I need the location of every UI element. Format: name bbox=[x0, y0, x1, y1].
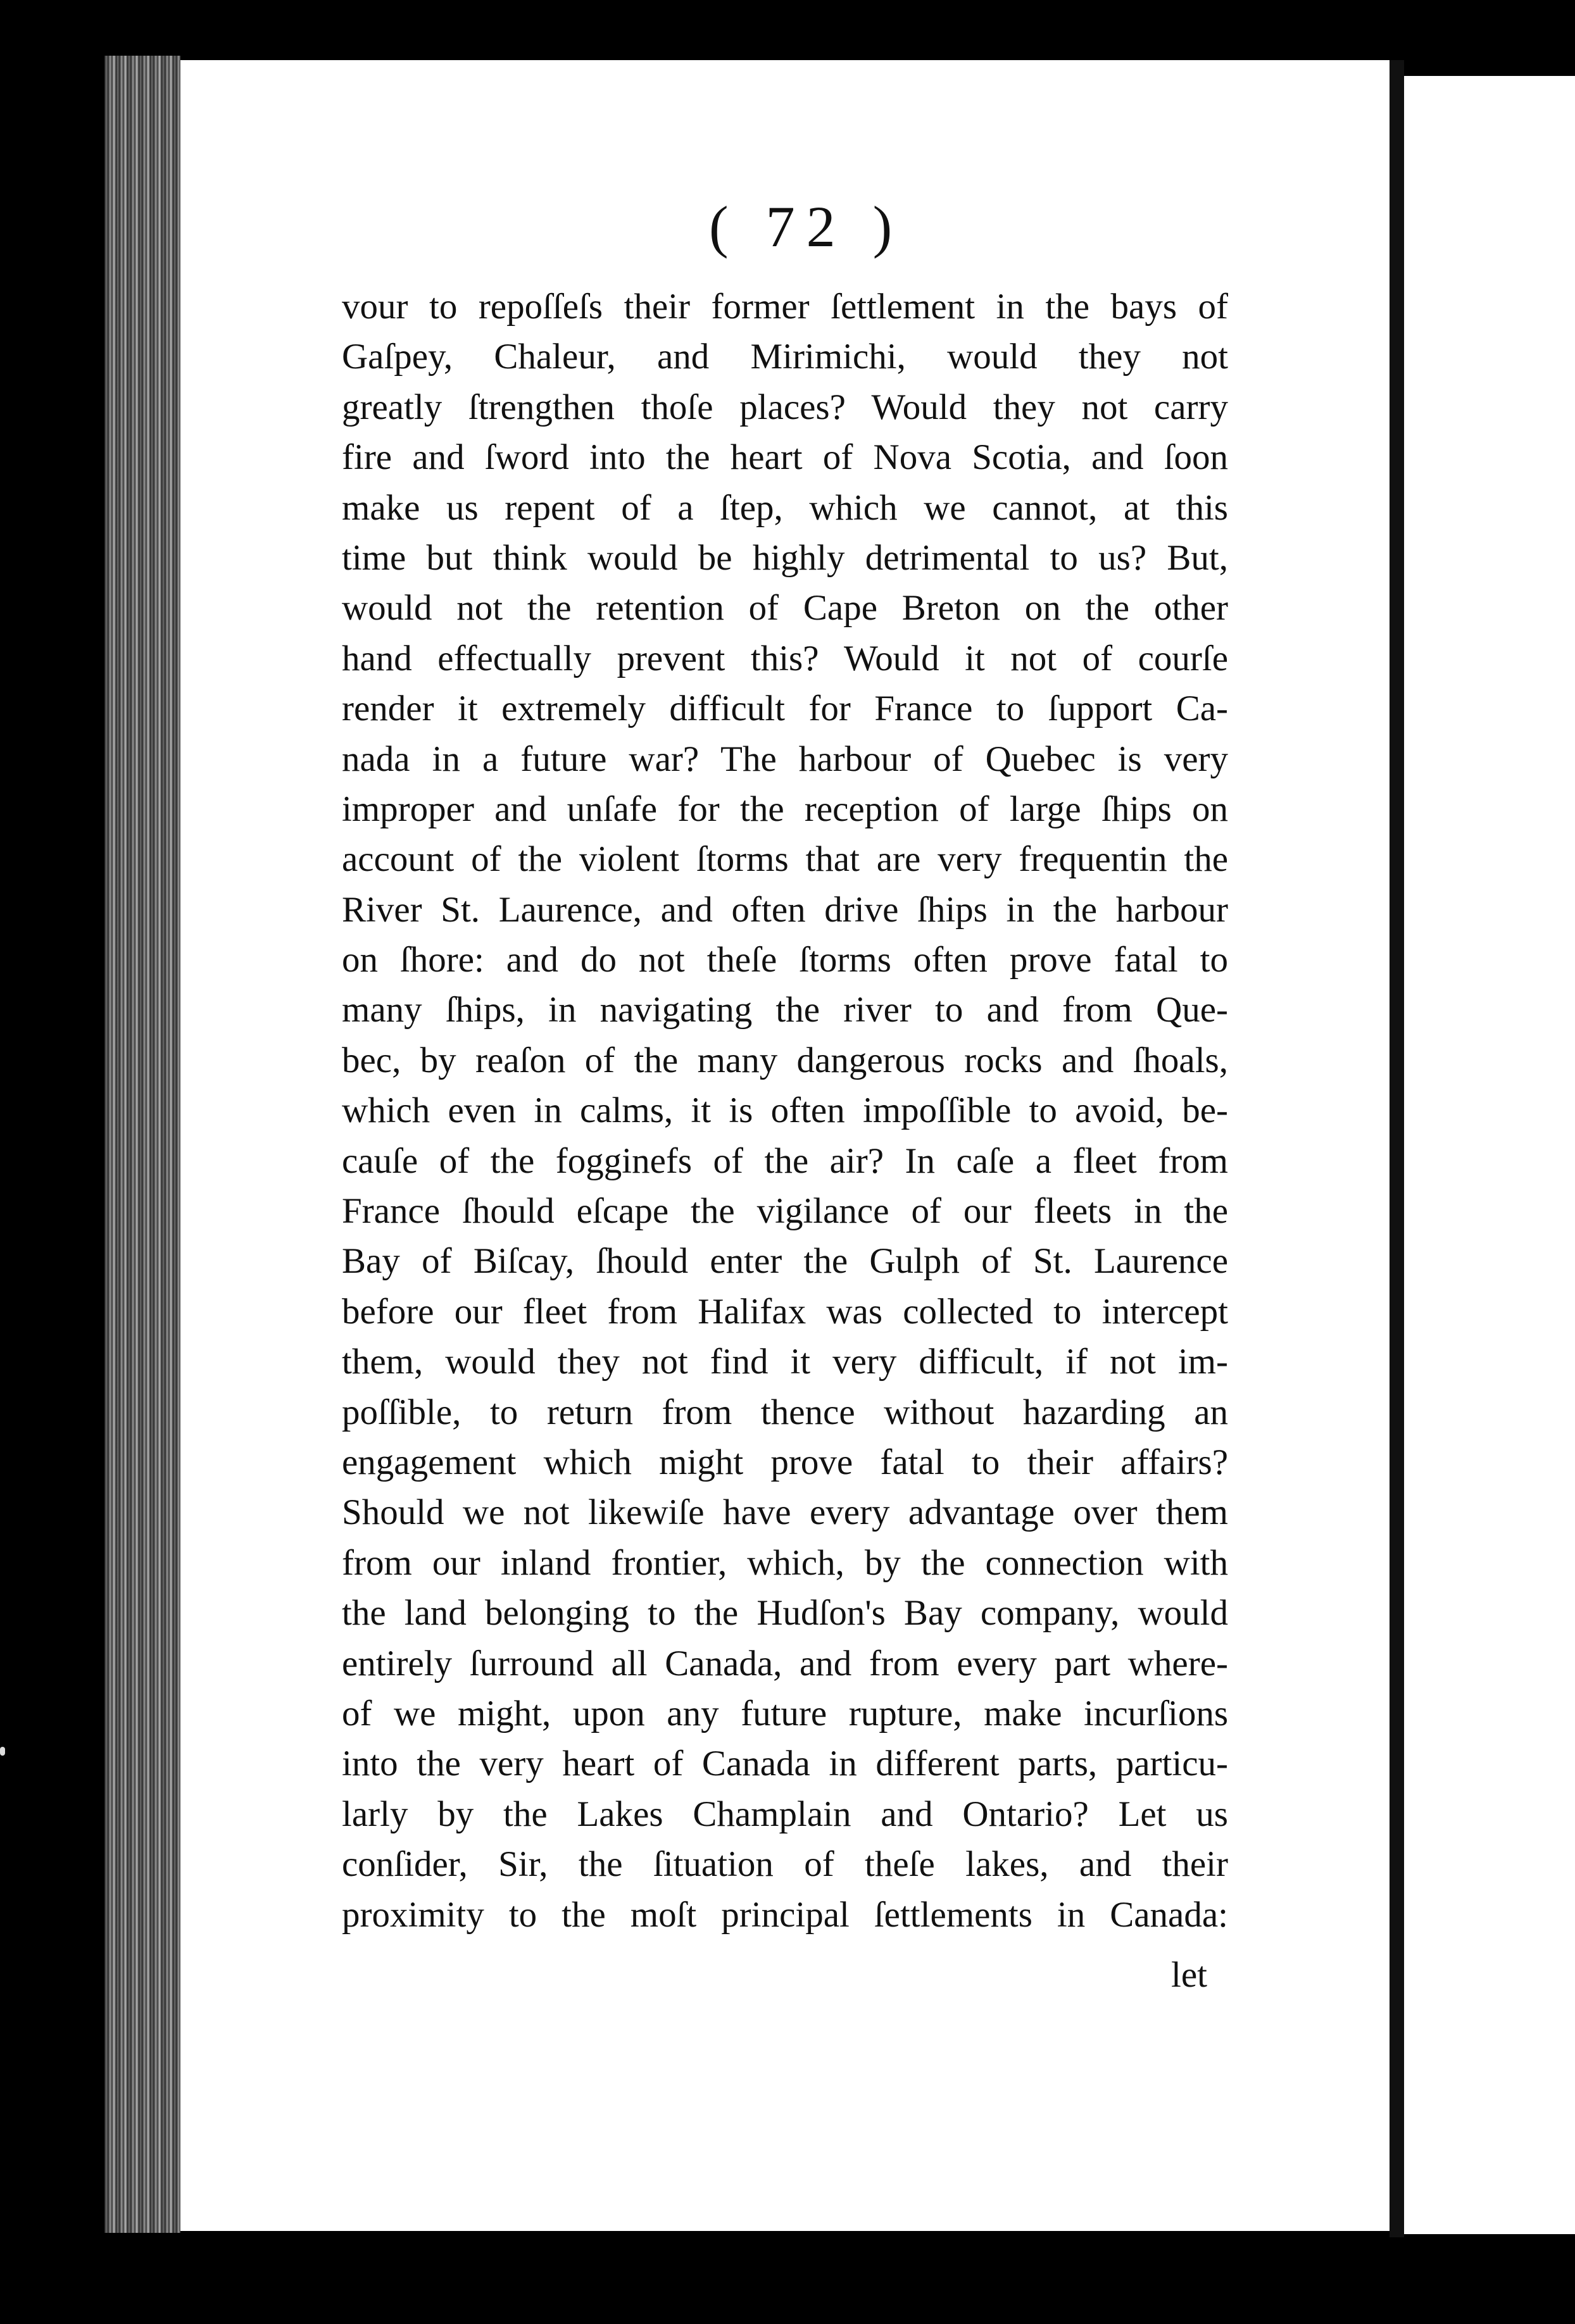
page-number: ( 72 ) bbox=[709, 194, 904, 259]
text-line: greatly ſtrengthen thoſe places? Would they not carry bbox=[342, 387, 1228, 427]
text-line: vour to repoſſeſs their former ſettlement in the bays of bbox=[342, 287, 1228, 327]
text-line: cauſe of the fogginefs of the air? In caſe a fleet from bbox=[342, 1140, 1228, 1181]
book-spine-edge bbox=[104, 56, 180, 2233]
text-line: before our fleet from Halifax was collected to intercept bbox=[342, 1291, 1228, 1332]
text-line: into the very heart of Canada in different parts, particu- bbox=[342, 1744, 1228, 1784]
text-line: entirely ſurround all Canada, and from every part where- bbox=[342, 1643, 1228, 1684]
body-text bbox=[342, 282, 1228, 1940]
text-line: Should we not likewiſe have every advantage over them bbox=[342, 1492, 1228, 1533]
text-line: Bay of Biſcay, ſhould enter the Gulph of St. Laurence bbox=[342, 1241, 1228, 1282]
text-line: time but think would be highly detrimental to us? But, bbox=[342, 537, 1228, 578]
text-line: bec, by reaſon of the many dangerous rocks and ſhoals, bbox=[342, 1040, 1228, 1080]
text-line: Gaſpey, Chaleur, and Mirimichi, would they not bbox=[342, 337, 1228, 377]
catchword: let bbox=[1171, 1955, 1207, 1995]
text-line: which even in calms, it is often impoſſible to avoid, be- bbox=[342, 1090, 1228, 1131]
text-line: fire and ſword into the heart of Nova Scotia, and ſoon bbox=[342, 437, 1228, 478]
text-line: of we might, upon any future rupture, make incurſions bbox=[342, 1693, 1228, 1734]
text-line: them, would they not find it very difficult, if not im- bbox=[342, 1342, 1228, 1382]
text-line: make us repent of a ſtep, which we cannot, at this bbox=[342, 487, 1228, 528]
text-line: on ſhore: and do not theſe ſtorms often prove fatal to bbox=[342, 940, 1228, 980]
facing-page-edge bbox=[1404, 76, 1575, 2234]
text-line: engagement which might prove fatal to their affairs? bbox=[342, 1442, 1228, 1482]
text-line: River St. Laurence, and often drive ſhips in the harbour bbox=[342, 889, 1228, 930]
text-line: improper and unſafe for the reception of large ſhips on bbox=[342, 789, 1228, 829]
text-line: France ſhould eſcape the vigilance of our fleets in the bbox=[342, 1191, 1228, 1232]
text-line: larly by the Lakes Champlain and Ontario? Let us bbox=[342, 1794, 1228, 1834]
text-line: from our inland frontier, which, by the connection with bbox=[342, 1542, 1228, 1583]
text-line: conſider, Sir, the ſituation of theſe lakes, and their bbox=[342, 1844, 1228, 1885]
text-line: render it extremely difficult for France to ſupport Ca- bbox=[342, 689, 1228, 729]
text-line: account of the violent ſtorms that are very frequentin the bbox=[342, 839, 1228, 880]
text-line: poſſible, to return from thence without hazarding an bbox=[342, 1392, 1228, 1432]
text-line: the land belonging to the Hudſon's Bay company, would bbox=[342, 1593, 1228, 1634]
text-line: hand effectually prevent this? Would it not of courſe bbox=[342, 638, 1228, 678]
text-line: would not the retention of Cape Breton on the other bbox=[342, 588, 1228, 628]
text-line: many ſhips, in navigating the river to and from Que- bbox=[342, 990, 1228, 1030]
page-gutter-shadow bbox=[1390, 60, 1404, 2237]
scan-artifact bbox=[0, 1747, 5, 1756]
text-line: proximity to the moſt principal ſettlements in Canada: bbox=[342, 1894, 1228, 1935]
text-line: nada in a future war? The harbour of Quebec is very bbox=[342, 739, 1228, 779]
